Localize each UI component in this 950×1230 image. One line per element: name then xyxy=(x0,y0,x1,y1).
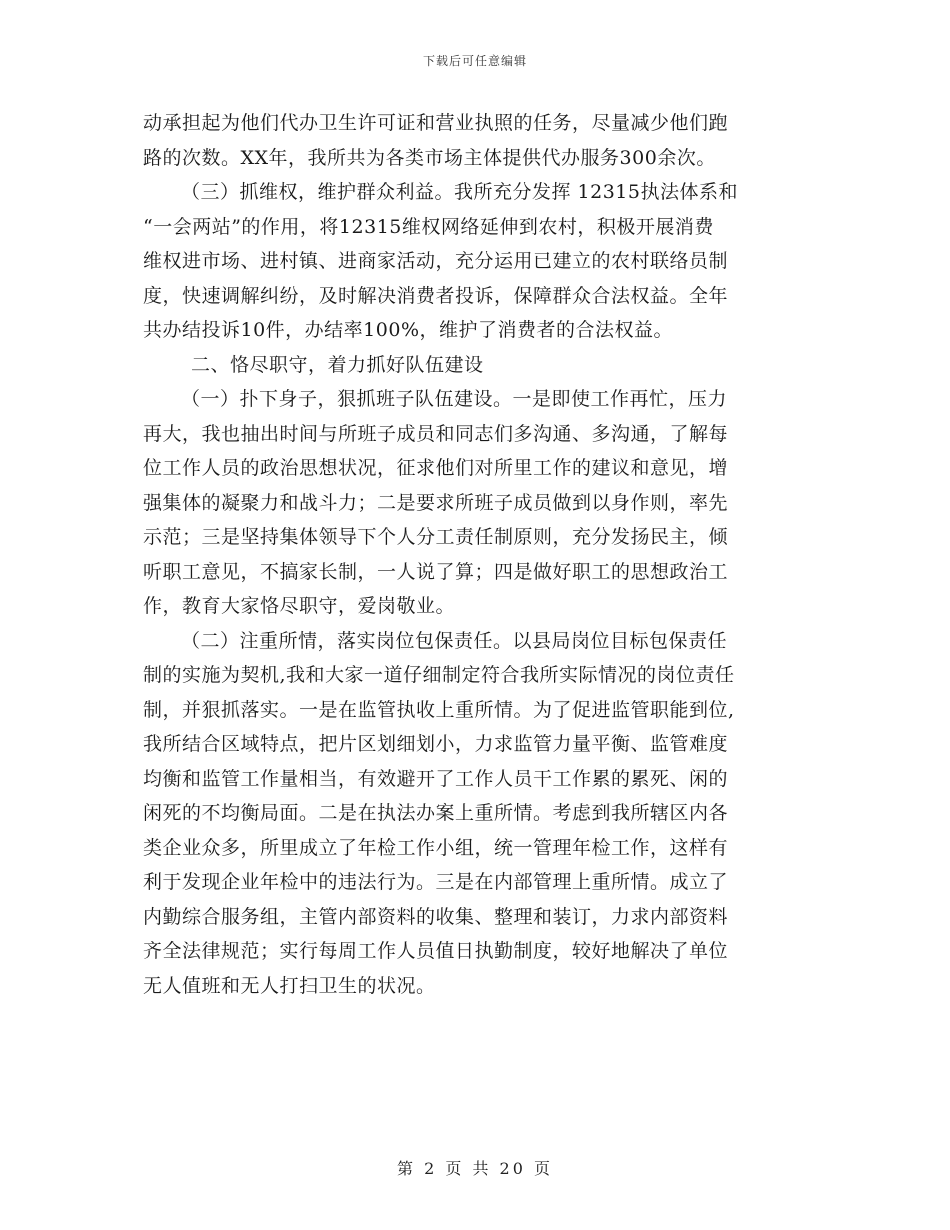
text-line: 制，并狠抓落实。一是在监管执收上重所情。为了促进监管职能到位, xyxy=(143,698,735,721)
paragraph-start: （二）注重所情，落实岗位包保责任。以县局岗位目标包保责任 xyxy=(181,629,728,652)
page-number-footer: 第 2 页 共 20 页 xyxy=(397,1159,553,1178)
text-line: 动承担起为他们代办卫生许可证和营业执照的任务，尽量减少他们跑 xyxy=(143,112,729,134)
text-line: 位工作人员的政治思想状况，征求他们对所里工作的建议和意见，增 xyxy=(143,457,729,479)
section-heading: 二、恪尽职守，着力抓好队伍建设 xyxy=(191,353,484,376)
text-line: 共办结投诉10件，办结率100%，维护了消费者的合法权益。 xyxy=(143,319,673,341)
text-line: 我所结合区域特点，把片区划细划小，力求监管力量平衡、监管难度 xyxy=(143,733,729,755)
text-line: 制的实施为契机,我和大家一道仔细制定符合我所实际情况的岗位责任 xyxy=(143,664,735,686)
text-line: 再大，我也抽出时间与所班子成员和同志们多沟通、多沟通，了解每 xyxy=(143,422,729,445)
text-line: 度，快速调解纠纷，及时解决消费者投诉，保障群众合法权益。全年 xyxy=(143,284,729,307)
text-line: 无人值班和无人打扫卫生的状况。 xyxy=(143,974,436,997)
text-line: “一会两站”的作用，将12315维权网络延伸到农村，积极开展消费 xyxy=(143,215,714,238)
text-line: 作，教育大家恪尽职守，爱岗敬业。 xyxy=(143,595,456,617)
text-line: 均衡和监管工作量相当，有效避开了工作人员干工作累的累死、闲的 xyxy=(143,767,729,790)
text-line: 类企业众多，所里成立了年检工作小组，统一管理年检工作，这样有 xyxy=(143,836,729,859)
text-line: 齐全法律规范；实行每周工作人员值日执勤制度，较好地解决了单位 xyxy=(143,940,729,962)
text-line: 内勤综合服务组，主管内部资料的收集、整理和装订，力求内部资料 xyxy=(143,905,729,928)
text-line: 强集体的凝聚力和战斗力；二是要求所班子成员做到以身作则，率先 xyxy=(143,491,729,514)
text-line: 闲死的不均衡局面。二是在执法办案上重所情。考虑到我所辖区内各 xyxy=(143,802,729,824)
text-line: 维权进市场、进村镇、进商家活动，充分运用已建立的农村联络员制 xyxy=(143,250,729,272)
paragraph-start: （一）扑下身子，狠抓班子队伍建设。一是即使工作再忙，压力 xyxy=(181,388,728,410)
text-line: 利于发现企业年检中的违法行为。三是在内部管理上重所情。成立了 xyxy=(143,871,729,893)
text-line: 听职工意见，不搞家长制，一人说了算；四是做好职工的思想政治工 xyxy=(143,560,729,583)
paragraph-start: （三）抓维权，维护群众利益。我所充分发挥 12315执法体系和 xyxy=(181,181,738,203)
text-line: 路的次数。XX年，我所共为各类市场主体提供代办服务300余次。 xyxy=(143,146,716,169)
document-body xyxy=(143,106,803,1003)
text-line: 示范；三是坚持集体领导下个人分工责任制原则，充分发扬民主，倾 xyxy=(143,526,729,548)
page-header: 下载后可任意编辑 xyxy=(422,54,527,68)
